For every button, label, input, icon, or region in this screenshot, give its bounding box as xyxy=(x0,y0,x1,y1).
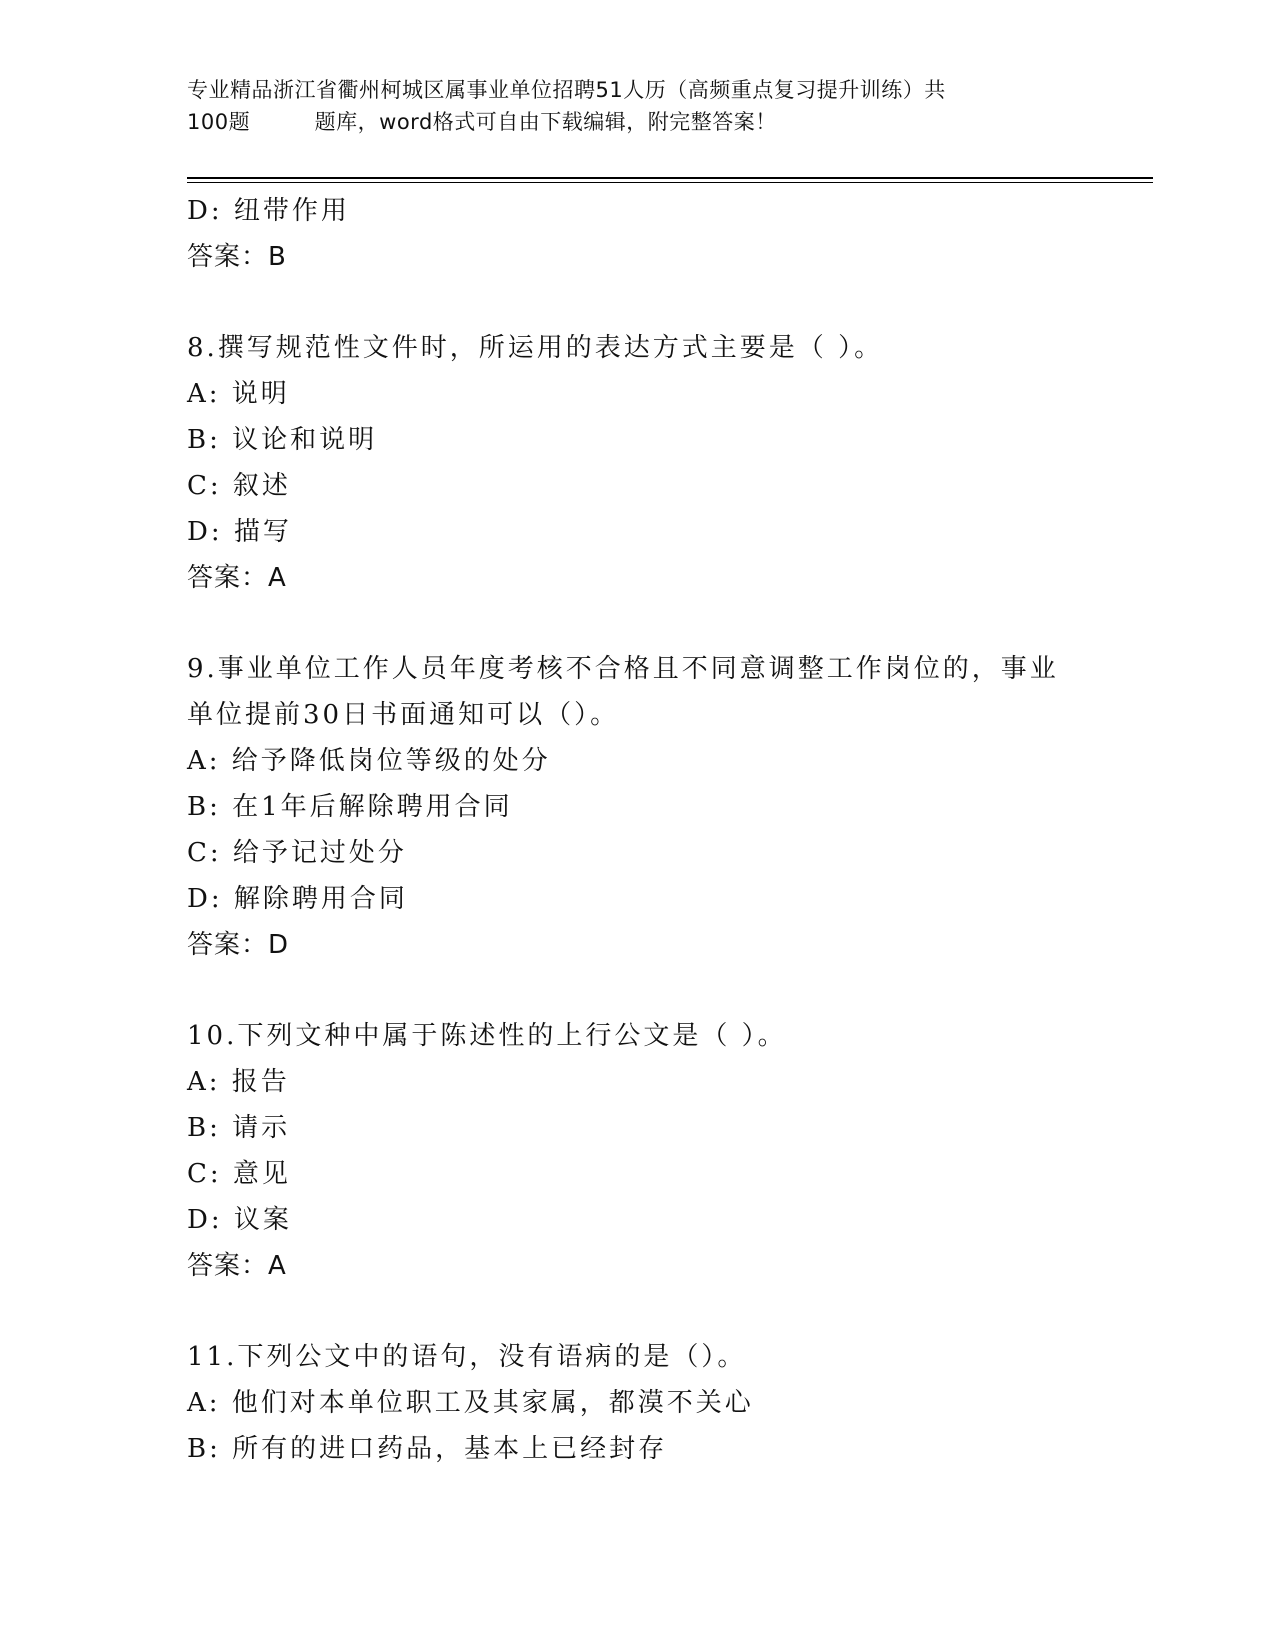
header-divider-thin xyxy=(187,182,1153,183)
question-line: B: 在1年后解除聘用合同 xyxy=(187,792,513,822)
question-line: C: 意见 xyxy=(187,1159,291,1189)
header-divider xyxy=(187,177,1153,179)
answer-line: 答案：A xyxy=(187,1251,287,1281)
document-header xyxy=(187,74,1087,138)
question-line: A: 说明 xyxy=(187,379,290,409)
question-text: 9.事业单位工作人员年度考核不合格且不同意调整工作岗位的，事业 xyxy=(187,654,1059,684)
question-line: 单位提前30日书面通知可以（）。 xyxy=(187,700,620,730)
question-list xyxy=(187,188,1087,1472)
question-line: C: 给予记过处分 xyxy=(187,838,407,868)
header-title-line-1: 专业精品浙江省衢州柯城区属事业单位招聘51人历（高频重点复习提升训练）共 xyxy=(187,78,946,102)
question-block xyxy=(187,1013,1087,1334)
question-line: B: 所有的进口药品，基本上已经封存 xyxy=(187,1434,668,1464)
question-line: C: 叙述 xyxy=(187,471,291,501)
answer-line: 答案：D xyxy=(187,930,290,960)
answer-line: 答案：A xyxy=(187,563,287,593)
question-line: A: 他们对本单位职工及其家属，都漠不关心 xyxy=(187,1388,754,1418)
question-block xyxy=(187,1334,1087,1472)
block-spacer xyxy=(187,280,1087,325)
question-line: D: 纽带作用 xyxy=(187,196,350,226)
question-line: A: 给予降低岗位等级的处分 xyxy=(187,746,551,776)
question-line: B: 议论和说明 xyxy=(187,425,378,455)
question-line: D: 议案 xyxy=(187,1205,292,1235)
block-spacer xyxy=(187,968,1087,1013)
question-text: 8.撰写规范性文件时，所运用的表达方式主要是（ ）。 xyxy=(187,333,884,363)
block-spacer xyxy=(187,1289,1087,1334)
question-block xyxy=(187,646,1087,1013)
question-line: D: 描写 xyxy=(187,517,292,547)
question-block xyxy=(187,325,1087,646)
question-text: 11.下列公文中的语句，没有语病的是（）。 xyxy=(187,1342,747,1372)
header-title-line-2: 100题 题库，word格式可自由下载编辑，附完整答案！ xyxy=(187,110,777,134)
answer-line: 答案：B xyxy=(187,242,287,272)
question-line: B: 请示 xyxy=(187,1113,291,1143)
question-text: 10.下列文种中属于陈述性的上行公文是（ ）。 xyxy=(187,1021,787,1051)
question-block xyxy=(187,188,1087,325)
question-line: D: 解除聘用合同 xyxy=(187,884,408,914)
question-line: A: 报告 xyxy=(187,1067,290,1097)
block-spacer xyxy=(187,601,1087,646)
